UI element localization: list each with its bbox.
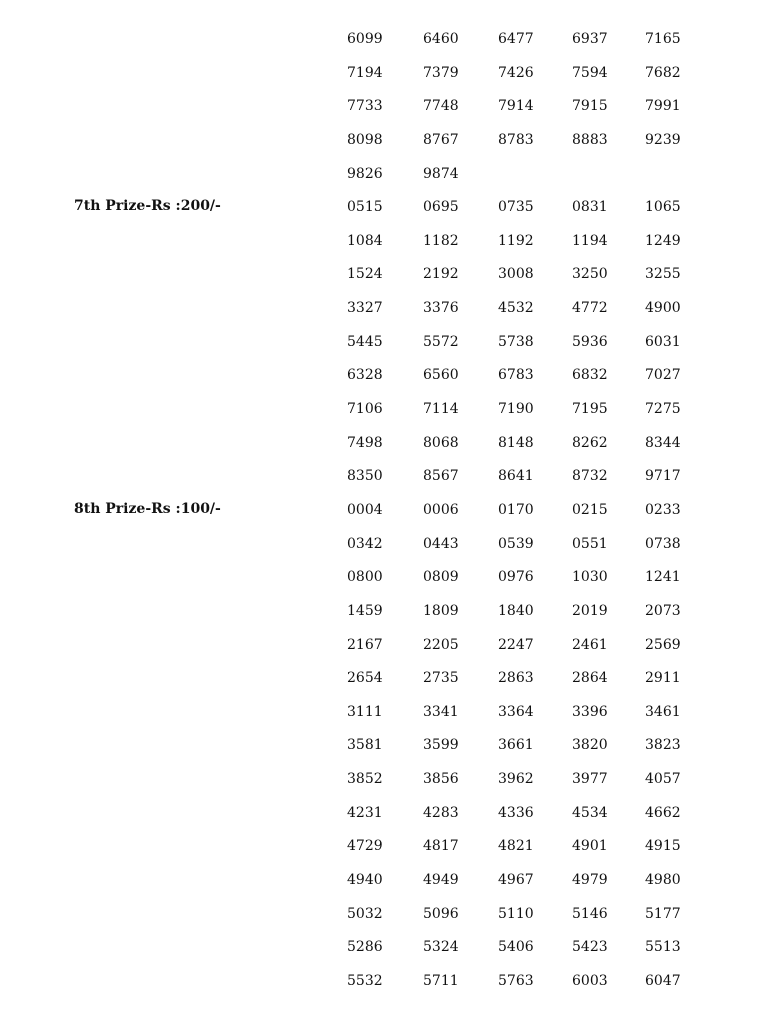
ticket-number: 3823 — [645, 737, 681, 754]
ticket-number: 9239 — [645, 131, 681, 148]
ticket-number: 8068 — [423, 434, 459, 451]
ticket-number: 7748 — [423, 98, 459, 115]
ticket-number: 4534 — [572, 804, 608, 821]
ticket-number: 0831 — [572, 199, 608, 216]
result-row — [0, 560, 759, 594]
ticket-number: 2569 — [645, 636, 681, 653]
ticket-number: 4949 — [423, 872, 459, 889]
ticket-number: 4662 — [645, 804, 681, 821]
ticket-number: 3341 — [423, 703, 459, 720]
ticket-number: 1192 — [498, 232, 534, 249]
ticket-number: 6099 — [347, 31, 383, 47]
result-row — [0, 257, 759, 291]
ticket-number: 9717 — [645, 468, 681, 485]
result-row — [0, 459, 759, 493]
result-row — [0, 728, 759, 762]
ticket-number: 7275 — [645, 401, 681, 418]
ticket-number: 7426 — [498, 64, 534, 81]
ticket-number: 5513 — [645, 939, 681, 956]
result-row — [0, 22, 759, 56]
result-row — [0, 594, 759, 628]
ticket-number: 0006 — [423, 501, 459, 518]
ticket-number: 3250 — [572, 266, 608, 283]
ticket-number: 8567 — [423, 468, 459, 485]
ticket-number: 2019 — [572, 602, 608, 619]
result-row — [0, 123, 759, 157]
ticket-number: 4057 — [645, 771, 681, 788]
result-row — [0, 964, 759, 998]
result-row — [0, 762, 759, 796]
ticket-number: 6832 — [572, 367, 608, 384]
ticket-number: 3111 — [347, 703, 383, 720]
result-row — [0, 493, 759, 527]
ticket-number: 2073 — [645, 602, 681, 619]
ticket-number: 7498 — [347, 434, 383, 451]
ticket-number: 2735 — [423, 670, 459, 687]
ticket-number: 4231 — [347, 804, 383, 821]
ticket-number: 1194 — [572, 232, 608, 249]
ticket-number: 8783 — [498, 131, 534, 148]
result-row — [0, 291, 759, 325]
ticket-number: 7594 — [572, 64, 608, 81]
result-row — [0, 392, 759, 426]
ticket-number: 8262 — [572, 434, 608, 451]
ticket-number: 4915 — [645, 838, 681, 855]
ticket-number: 7914 — [498, 98, 534, 115]
ticket-number: 0800 — [347, 569, 383, 586]
ticket-number: 8883 — [572, 131, 608, 148]
ticket-number: 5532 — [347, 972, 383, 989]
ticket-number: 4817 — [423, 838, 459, 855]
ticket-number: 0976 — [498, 569, 534, 586]
result-row — [0, 628, 759, 662]
ticket-number: 4940 — [347, 872, 383, 889]
result-row — [0, 695, 759, 729]
ticket-number: 6047 — [645, 972, 681, 989]
ticket-number: 3852 — [347, 771, 383, 788]
ticket-number: 3820 — [572, 737, 608, 754]
ticket-number: 3008 — [498, 266, 534, 283]
ticket-number: 0695 — [423, 199, 459, 216]
ticket-number: 8767 — [423, 131, 459, 148]
ticket-number: 5763 — [498, 972, 534, 989]
ticket-number: 5572 — [423, 333, 459, 350]
result-row — [0, 426, 759, 460]
ticket-number: 3255 — [645, 266, 681, 283]
ticket-number: 2863 — [498, 670, 534, 687]
ticket-number: 1182 — [423, 232, 459, 249]
ticket-number: 5711 — [423, 972, 459, 989]
result-row — [0, 863, 759, 897]
ticket-number: 7194 — [347, 64, 383, 81]
ticket-number: 3599 — [423, 737, 459, 754]
ticket-number: 7165 — [645, 31, 681, 47]
ticket-number: 7733 — [347, 98, 383, 115]
result-row — [0, 358, 759, 392]
result-row — [0, 661, 759, 695]
ticket-number: 8148 — [498, 434, 534, 451]
prize-heading: 8th Prize-Rs :100/- — [74, 500, 221, 517]
ticket-number: 6560 — [423, 367, 459, 384]
ticket-number: 7190 — [498, 401, 534, 418]
ticket-number: 4729 — [347, 838, 383, 855]
ticket-number: 1840 — [498, 602, 534, 619]
ticket-number: 7915 — [572, 98, 608, 115]
ticket-number: 8732 — [572, 468, 608, 485]
ticket-number: 2167 — [347, 636, 383, 653]
ticket-number: 7379 — [423, 64, 459, 81]
result-row — [0, 190, 759, 224]
ticket-number: 3461 — [645, 703, 681, 720]
ticket-number: 8098 — [347, 131, 383, 148]
ticket-number: 0809 — [423, 569, 459, 586]
ticket-number: 0735 — [498, 199, 534, 216]
ticket-number: 5445 — [347, 333, 383, 350]
ticket-number: 1249 — [645, 232, 681, 249]
ticket-number: 7106 — [347, 401, 383, 418]
result-row — [0, 89, 759, 123]
result-row — [0, 224, 759, 258]
result-row — [0, 930, 759, 964]
ticket-number: 7114 — [423, 401, 459, 418]
ticket-number: 3856 — [423, 771, 459, 788]
ticket-number: 6937 — [572, 31, 608, 47]
ticket-number: 8641 — [498, 468, 534, 485]
ticket-number: 5423 — [572, 939, 608, 956]
ticket-number: 3661 — [498, 737, 534, 754]
ticket-number: 4821 — [498, 838, 534, 855]
ticket-number: 1065 — [645, 199, 681, 216]
ticket-number: 2654 — [347, 670, 383, 687]
ticket-number: 6477 — [498, 31, 534, 47]
ticket-number: 7991 — [645, 98, 681, 115]
ticket-number: 0539 — [498, 535, 534, 552]
ticket-number: 0551 — [572, 535, 608, 552]
ticket-number: 6460 — [423, 31, 459, 47]
ticket-number: 5110 — [498, 905, 534, 922]
result-row — [0, 829, 759, 863]
ticket-number: 4979 — [572, 872, 608, 889]
ticket-number: 7195 — [572, 401, 608, 418]
ticket-number: 4336 — [498, 804, 534, 821]
ticket-number: 7682 — [645, 64, 681, 81]
ticket-number: 9874 — [423, 165, 459, 182]
ticket-number: 4532 — [498, 300, 534, 317]
ticket-number: 6003 — [572, 972, 608, 989]
ticket-number: 4901 — [572, 838, 608, 855]
ticket-number: 2192 — [423, 266, 459, 283]
ticket-number: 3962 — [498, 771, 534, 788]
ticket-number: 1809 — [423, 602, 459, 619]
ticket-number: 0233 — [645, 501, 681, 518]
ticket-number: 6328 — [347, 367, 383, 384]
ticket-number: 4772 — [572, 300, 608, 317]
result-row — [0, 796, 759, 830]
ticket-number: 1241 — [645, 569, 681, 586]
ticket-number: 1030 — [572, 569, 608, 586]
result-row — [0, 56, 759, 90]
result-row — [0, 325, 759, 359]
ticket-number: 5146 — [572, 905, 608, 922]
ticket-number: 0515 — [347, 199, 383, 216]
ticket-number: 5936 — [572, 333, 608, 350]
ticket-number: 0342 — [347, 535, 383, 552]
ticket-number: 3581 — [347, 737, 383, 754]
ticket-number: 4900 — [645, 300, 681, 317]
ticket-number: 3327 — [347, 300, 383, 317]
ticket-number: 5738 — [498, 333, 534, 350]
ticket-number: 5286 — [347, 939, 383, 956]
ticket-number: 5032 — [347, 905, 383, 922]
ticket-number: 0170 — [498, 501, 534, 518]
result-row — [0, 897, 759, 931]
prize-heading: 7th Prize-Rs :200/- — [74, 198, 221, 215]
ticket-number: 1084 — [347, 232, 383, 249]
ticket-number: 5096 — [423, 905, 459, 922]
ticket-number: 0215 — [572, 501, 608, 518]
ticket-number: 3977 — [572, 771, 608, 788]
ticket-number: 0738 — [645, 535, 681, 552]
ticket-number: 7027 — [645, 367, 681, 384]
ticket-number: 5177 — [645, 905, 681, 922]
ticket-number: 0443 — [423, 535, 459, 552]
ticket-number: 9826 — [347, 165, 383, 182]
ticket-number: 3396 — [572, 703, 608, 720]
ticket-number: 8344 — [645, 434, 681, 451]
ticket-number: 3376 — [423, 300, 459, 317]
result-row — [0, 527, 759, 561]
ticket-number: 4283 — [423, 804, 459, 821]
ticket-number: 1459 — [347, 602, 383, 619]
ticket-number: 5406 — [498, 939, 534, 956]
ticket-number: 3364 — [498, 703, 534, 720]
ticket-number: 4967 — [498, 872, 534, 889]
ticket-number: 2205 — [423, 636, 459, 653]
ticket-number: 1524 — [347, 266, 383, 283]
ticket-number: 6783 — [498, 367, 534, 384]
ticket-number: 2247 — [498, 636, 534, 653]
ticket-number: 0004 — [347, 501, 383, 518]
ticket-number: 4980 — [645, 872, 681, 889]
ticket-number: 5324 — [423, 939, 459, 956]
ticket-number: 8350 — [347, 468, 383, 485]
result-row — [0, 157, 759, 191]
ticket-number: 6031 — [645, 333, 681, 350]
ticket-number: 2461 — [572, 636, 608, 653]
ticket-number: 2864 — [572, 670, 608, 687]
ticket-number: 2911 — [645, 670, 681, 687]
